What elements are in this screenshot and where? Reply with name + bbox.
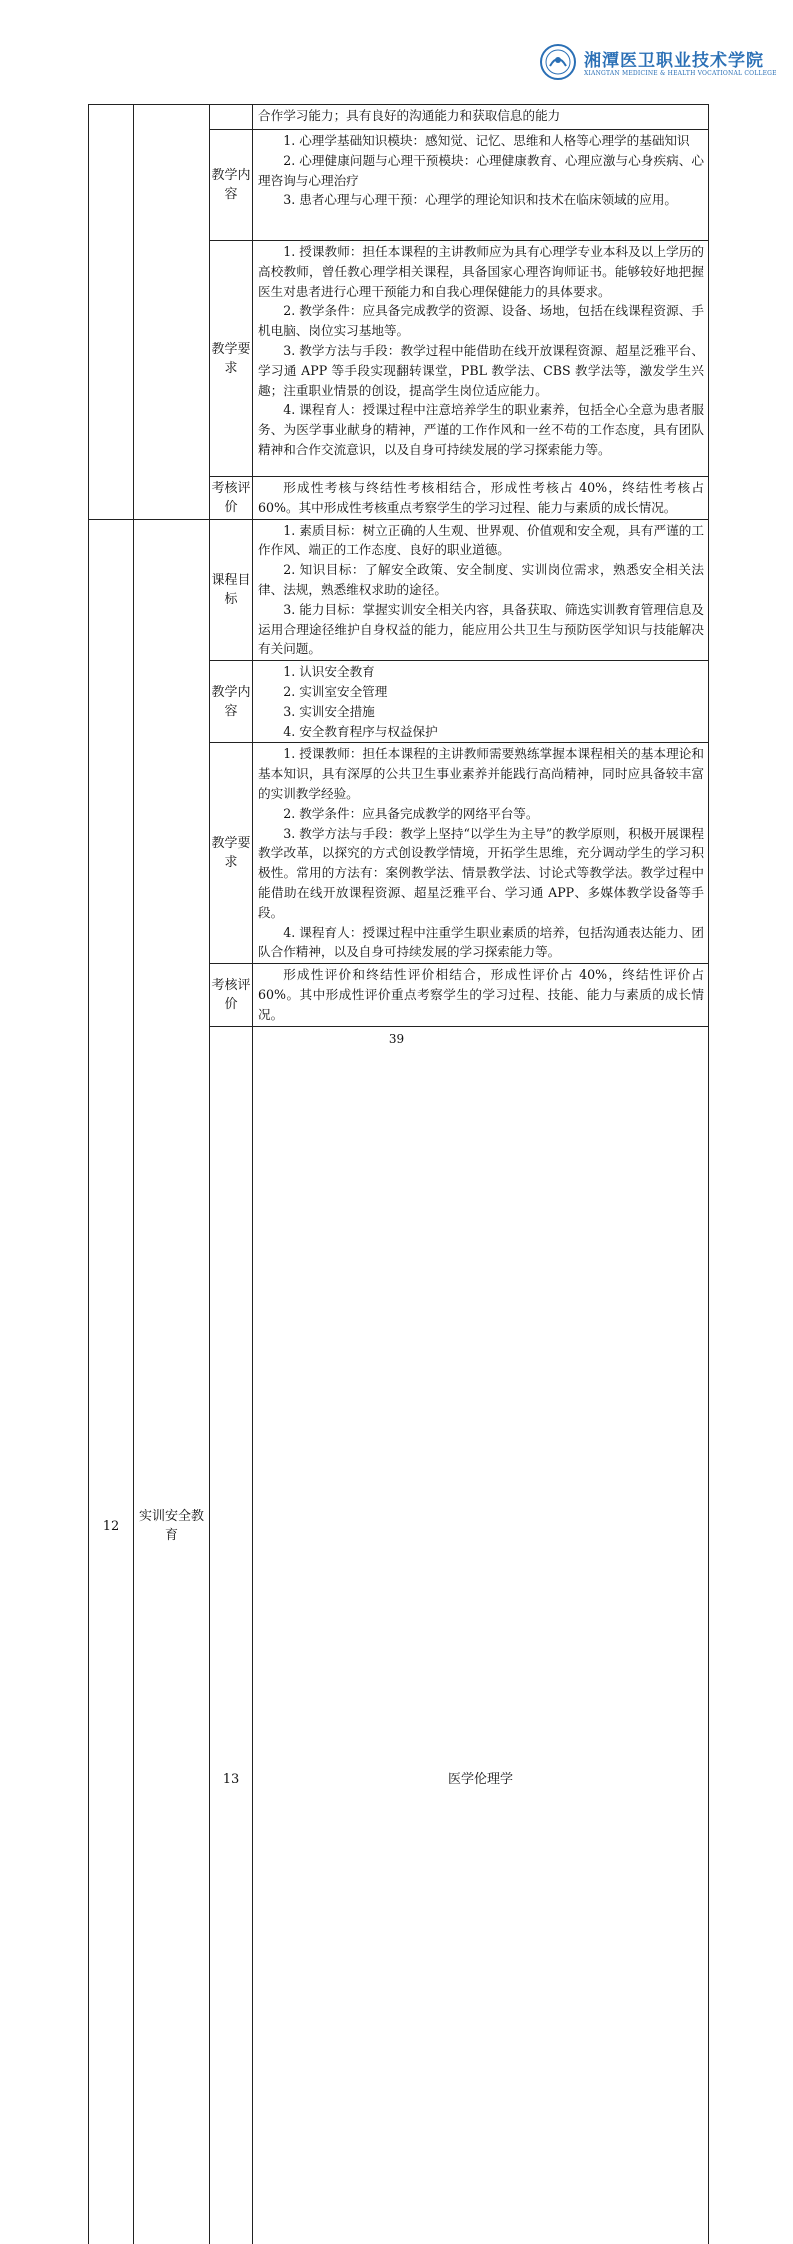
row-label: 教学内容 [210, 130, 253, 241]
course-name: 医学伦理学 [253, 1026, 709, 2244]
row-label: 教学要求 [210, 241, 253, 477]
course-number: 13 [210, 1026, 253, 2244]
course-name: 实训安全教育 [134, 519, 210, 2244]
row-label: 教学要求 [210, 743, 253, 964]
page-number: 39 [388, 1032, 405, 1046]
assessment: 形成性考核与终结性考核相结合，形成性考核占 40%，终结性考核占 60%。其中形成性考核重点考察学生的学习过程、能力与素质的成长情况。 [253, 477, 709, 520]
course-goals: 1. 素质目标：树立正确的人生观、世界观、价值观和安全观，具有严谨的工作作风、端正的工作态度、良好的职业道德。 2. 知识目标：了解安全政策、安全制度、实训岗位需求，熟悉安全相关法律、法规，熟悉维权求助的途径。 3. 能力目标：掌握实训安全相关内容，具备获取、筛选实训教育管理信息及运用合理途径维护自身权益的能力，能应用公共卫生与预防医学知识与技能解决有关问题。 [253, 519, 709, 661]
teaching-requirements: 1. 授课教师：担任本课程的主讲教师应为具有心理学专业本科及以上学历的高校教师，曾任教心理学相关课程，具备国家心理咨询师证书。能够较好地把握医生对患者进行心理干预能力和自我心理保健能力的具体要求。 2. 教学条件：应具备完成教学的资源、设备、场地，包括在线课程资源、手机电脑、岗位实习基地等。 3. 教学方法与手段：教学过程中能借助在线开放课程资源、超星泛雅平台、学习通 APP 等手段实现翻转课堂，PBL 教学法、CBS 教学法等，激发学生兴趣；注重职业情景的创设，提高学生岗位适应能力。 4. 课程育人：授课过程中注意培养学生的职业素养，包括全心全意为患者服务、为医学事业献身的精神，严谨的工作作风和一丝不苟的工作态度，具有团队精神和合作交流意识，以及自身可持续发展的学习探索能力等。 [253, 241, 709, 477]
college-name: 湘潭医卫职业技术学院 [584, 51, 764, 71]
college-name-en: XIANGTAN MEDICINE & HEALTH VOCATIONAL COLLEGE [584, 70, 777, 77]
teaching-requirements: 1. 授课教师：担任本课程的主讲教师需要熟练掌握本课程相关的基本理论和基本知识，具有深厚的公共卫生事业素养并能践行高尚精神，同时应具备较丰富的实训教学经验。 2. 教学条件：应具备完成教学的网络平台等。 3. 教学方法与手段：教学上坚持“以学生为主导”的教学原则，积极开展课程教学改革，以探究的方式创设教学情境，开拓学生思维，充分调动学生的学习积极性。常用的方法有：案例教学法、情景教学法、讨论式等教学法。教学过程中能借助在线开放课程资源、超星泛雅平台、学习通 APP、多媒体教学设备等手段。 4. 课程育人：授课过程中注重学生职业素质的培养，包括沟通表达能力、团队合作精神，以及自身可持续发展的学习探索能力等。 [253, 743, 709, 964]
table-row [89, 519, 709, 661]
course-number: 12 [89, 519, 134, 2244]
row-label: 教学内容 [210, 661, 253, 743]
curriculum-table [88, 104, 709, 2244]
row-label: 课程目标 [210, 519, 253, 661]
college-seal-icon [540, 44, 576, 80]
row-label: 考核评价 [210, 964, 253, 1026]
table-row [89, 105, 709, 130]
teaching-content: 1. 认识安全教育 2. 实训室安全管理 3. 实训安全措施 4. 安全教育程序与权益保护 [253, 661, 709, 743]
teaching-content: 1. 心理学基础知识模块：感知觉、记忆、思维和人格等心理学的基础知识 2. 心理健康问题与心理干预模块：心理健康教育、心理应激与心身疾病、心理咨询与心理治疗 3. 患者心理与心理干预：心理学的理论知识和技术在临床领域的应用。 [253, 130, 709, 241]
college-logo [540, 42, 777, 86]
row-label: 考核评价 [210, 477, 253, 520]
goal-continuation: 合作学习能力；具有良好的沟通能力和获取信息的能力 [258, 108, 561, 123]
assessment: 形成性评价和终结性评价相结合，形成性评价占 40%，终结性评价占 60%。其中形成性评价重点考察学生的学习过程、技能、能力与素质的成长情况。 [253, 964, 709, 1026]
